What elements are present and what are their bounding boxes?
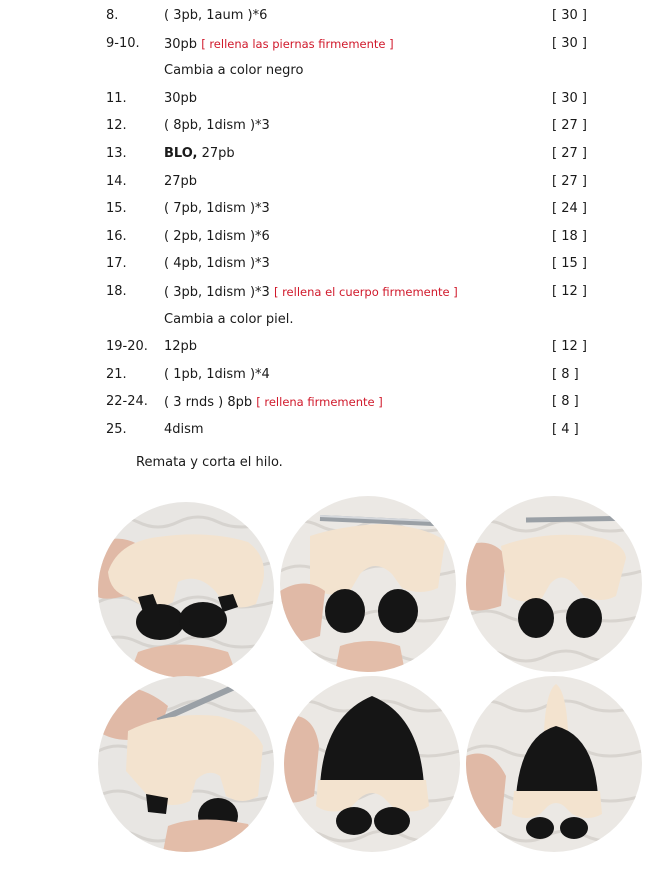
- pattern-row: [0, 417, 660, 443]
- round-instruction: [164, 58, 303, 84]
- finish-instruction: Remata y corta el hilo.: [136, 455, 283, 470]
- instruction-text: 12pb: [164, 339, 198, 355]
- photo-black-body: [284, 676, 460, 852]
- stuffing-note: [ rellena el cuerpo firmemente ]: [273, 285, 458, 299]
- pattern-row: [0, 169, 660, 195]
- round-number: 11.: [106, 90, 127, 106]
- stitch-count: [ 27 ]: [552, 146, 587, 161]
- instruction-bold: BLO,: [164, 146, 198, 161]
- round-number: 8.: [106, 8, 119, 23]
- instruction-text: ( 3pb, 1aum )*6: [164, 8, 268, 23]
- photo-legs-joined: [98, 502, 274, 678]
- round-instruction: [164, 224, 270, 250]
- round-number: 18.: [106, 284, 127, 299]
- instruction-text: ( 7pb, 1dism )*3: [164, 201, 270, 217]
- round-number: 21.: [106, 366, 127, 382]
- instruction-text: 4dism: [164, 422, 204, 437]
- round-instruction: [164, 86, 197, 112]
- instruction-text: ( 4pb, 1dism )*3: [164, 256, 270, 272]
- instruction-text: Cambia a color negro: [164, 63, 304, 79]
- stitch-count: [ 12 ]: [552, 284, 587, 299]
- pattern-row: [0, 389, 660, 415]
- stitch-count: [ 8 ]: [552, 366, 579, 382]
- instruction-text: ( 3 rnds ) 8pb: [164, 395, 257, 411]
- pattern-row: [0, 141, 660, 167]
- instruction-text: Cambia a color piel.: [164, 311, 294, 327]
- photo-legs-with-hook-2: [466, 496, 642, 672]
- instruction-text: ( 8pb, 1dism )*3: [164, 118, 270, 134]
- instruction-text: 30pb: [164, 90, 198, 106]
- pattern-row: [0, 279, 660, 305]
- instruction-text: ( 1pb, 1dism )*4: [164, 366, 270, 382]
- round-number: 13.: [106, 146, 127, 161]
- stitch-count: [ 12 ]: [552, 339, 587, 355]
- stitch-count: [ 8 ]: [552, 394, 579, 410]
- stitch-count: [ 4 ]: [552, 422, 579, 437]
- round-instruction: [164, 279, 458, 306]
- pattern-row: [0, 58, 660, 84]
- pattern-row: [0, 334, 660, 360]
- round-number: 25.: [106, 422, 127, 437]
- stitch-count: [ 15 ]: [552, 256, 587, 272]
- round-number: 22-24.: [106, 394, 148, 410]
- pattern-row: [0, 3, 660, 29]
- pattern-row: [0, 196, 660, 222]
- photo-body-with-neck: [466, 676, 642, 852]
- stitch-count: [ 18 ]: [552, 228, 587, 244]
- pattern-row: [0, 31, 660, 57]
- stitch-count: [ 30 ]: [552, 8, 587, 23]
- round-instruction: [164, 169, 197, 195]
- round-number: 16.: [106, 228, 127, 244]
- pattern-row: [0, 224, 660, 250]
- round-number: 17.: [106, 256, 127, 272]
- round-instruction: [164, 113, 270, 139]
- pattern-row: [0, 113, 660, 139]
- stitch-count: [ 24 ]: [552, 201, 587, 217]
- stuffing-note: [ rellena las piernas firmemente ]: [201, 36, 394, 51]
- stitch-count: [ 27 ]: [552, 173, 587, 189]
- instruction-text: 27pb: [164, 173, 198, 189]
- round-instruction: [164, 251, 270, 277]
- pattern-row: [0, 251, 660, 277]
- pattern-row: [0, 307, 660, 333]
- photo-legs-with-hook-1: [280, 496, 456, 672]
- instruction-text: ( 3pb, 1dism )*3: [164, 285, 274, 300]
- instruction-text: 30pb: [164, 36, 202, 52]
- pattern-row: [0, 86, 660, 112]
- round-number: 9-10.: [106, 35, 140, 51]
- photo-side-view-with-hook: [98, 676, 274, 852]
- instruction-text: ( 2pb, 1dism )*6: [164, 228, 270, 244]
- pattern-row: [0, 362, 660, 388]
- round-instruction: [164, 334, 197, 360]
- round-instruction: [164, 3, 267, 29]
- round-number: 12.: [106, 118, 127, 134]
- stitch-count: [ 30 ]: [552, 90, 587, 106]
- stitch-count: [ 27 ]: [552, 118, 587, 134]
- round-instruction: [164, 417, 204, 443]
- round-instruction: [164, 389, 383, 416]
- round-instruction: [164, 196, 270, 222]
- round-number: 19-20.: [106, 339, 148, 355]
- round-number: 14.: [106, 173, 127, 189]
- instruction-text: 27pb: [197, 146, 235, 161]
- round-instruction: [164, 307, 294, 333]
- stitch-count: [ 30 ]: [552, 35, 587, 51]
- round-number: 15.: [106, 201, 127, 217]
- round-instruction: [164, 362, 270, 388]
- round-instruction: [164, 31, 394, 58]
- stuffing-note: [ rellena firmemente ]: [256, 395, 383, 410]
- round-instruction: [164, 141, 235, 167]
